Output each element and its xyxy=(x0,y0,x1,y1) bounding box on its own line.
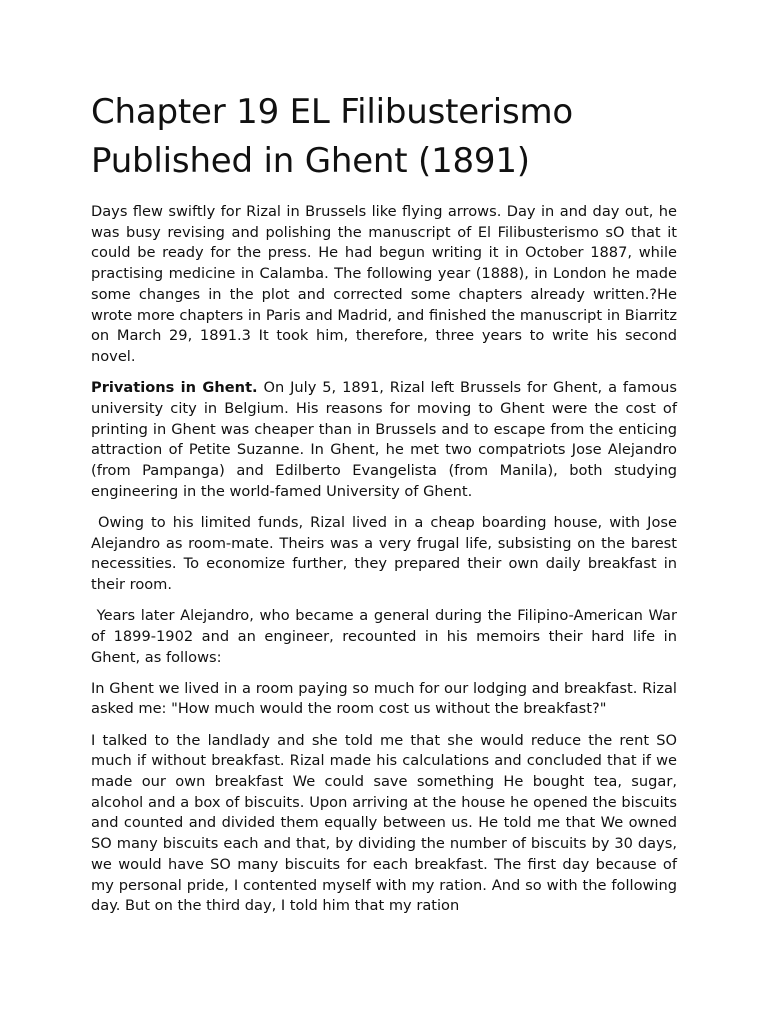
paragraph-text: Owing to his limited funds, Rizal lived in a cheap boarding house, with Jose Alejandro as room-mate. Theirs was a very frugal life, subsisting on the barest necessities. To economize further, they prepared their own daily breakfast in their room. xyxy=(91,513,677,593)
paragraph-3 xyxy=(91,513,677,596)
paragraph-5 xyxy=(91,679,677,720)
paragraph-text: Years later Alejandro, who became a general during the Filipino-American War of 1899-1902 and an engineer, recounted in his memoirs their hard life in Ghent, as follows: xyxy=(91,607,677,666)
paragraph-2 xyxy=(91,378,677,502)
paragraph-text: Days flew swiftly for Rizal in Brussels like flying arrows. Day in and day out, he was busy revising and polishing the manuscript of El Filibusterismo sO that it could be ready for the press. He had begun writing it in October 1887, while practising medicine in Calamba. The following year (1888), in London he made some changes in the plot and corrected some chapters already written.?He wrote more chapters in Paris and Madrid, and finished the manuscript in Biarritz on March 29, 1891.3 It took him, therefore, three years to write his second novel. xyxy=(91,203,677,365)
paragraph-text: On July 5, 1891, Rizal left Brussels for Ghent, a famous university city in Belgium. His reasons for moving to Ghent were the cost of printing in Ghent was cheaper than in Brussels and to escape from the enticing attraction of Petite Suzanne. In Ghent, he met two compatriots Jose Alejandro (from Pampanga) and Edilberto Evangelista (from Manila), both studying engineering in the world-famed University of Ghent. xyxy=(91,379,677,500)
paragraph-lead-heading: Privations in Ghent. xyxy=(91,379,258,397)
paragraph-4 xyxy=(91,606,677,668)
paragraph-1 xyxy=(91,202,677,368)
document-page xyxy=(91,88,677,928)
paragraph-text: In Ghent we lived in a room paying so much for our lodging and breakfast. Rizal asked me: "How much would the room cost us without the breakfast?" xyxy=(91,679,677,718)
chapter-title: Chapter 19 EL Filibusterismo Published in Ghent (1891) xyxy=(91,92,574,181)
paragraph-6 xyxy=(91,731,677,917)
paragraph-text: I talked to the landlady and she told me that she would reduce the rent SO much if without breakfast. Rizal made his calculations and concluded that if we made our own breakfast We could save something He bought tea, sugar, alcohol and a box of biscuits. Upon arriving at the house he opened the biscuits and counted and divided them equally between us. He told me that We owned SO many biscuits each and that, by dividing the number of biscuits by 30 days, we would have SO many biscuits for each breakfast. The first day because of my personal pride, I contented myself with my ration. And so with the following day. But on the third day, I told him that my ration xyxy=(91,731,677,915)
